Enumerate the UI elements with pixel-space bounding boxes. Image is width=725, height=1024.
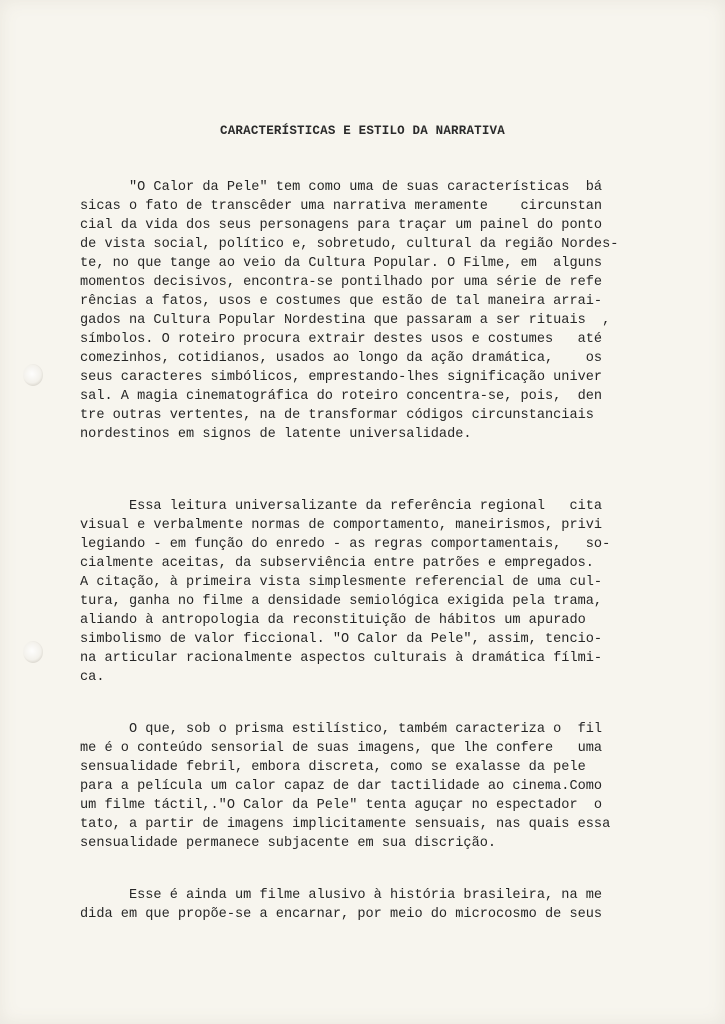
text-line: me é o conteúdo sensorial de suas imagens, que lhe confere uma (80, 741, 603, 756)
punch-hole-mark (23, 641, 43, 663)
text-line: dida em que propõe-se a encarnar, por meio do microcosmo de seus (80, 907, 603, 922)
text-line: cialmente aceitas, da subserviência entre patrões e empregados. (80, 556, 594, 571)
text-line: na articular racionalmente aspectos culturais à dramática fílmi- (80, 651, 603, 666)
text-line: um filme táctil,."O Calor da Pele" tenta aguçar no espectador o (80, 798, 603, 813)
text-line: momentos decisivos, encontra-se pontilhado por uma série de refe (80, 275, 603, 290)
text-line: simbolismo de valor ficcional. "O Calor da Pele", assim, tencio- (80, 632, 603, 647)
text-line: gados na Cultura Popular Nordestina que passaram a ser rituais , (80, 313, 611, 328)
text-line: sensualidade permanece subjacente em sua discrição. (80, 836, 497, 851)
text-line: legiando - em função do enredo - as regras comportamentais, so- (80, 537, 611, 552)
text-line: visual e verbalmente normas de comportamento, maneirismos, privi (80, 518, 603, 533)
text-line: símbolos. O roteiro procura extrair destes usos e costumes até (80, 332, 603, 347)
text-line: sal. A magia cinematográfica do roteiro concentra-se, pois, den (80, 389, 603, 404)
text-line: cial da vida dos seus personagens para traçar um painel do ponto (80, 218, 603, 233)
paragraph (80, 178, 660, 444)
text-line: rências a fatos, usos e costumes que estão de tal maneira arrai- (80, 294, 603, 309)
text-line: comezinhos, cotidianos, usados ao longo da ação dramática, os (80, 351, 603, 366)
text-line: ca. (80, 670, 105, 685)
paragraph (80, 497, 660, 687)
text-line: tura, ganha no filme a densidade semiológica exigida pela trama, (80, 594, 603, 609)
text-line: "O Calor da Pele" tem como uma de suas características bá (80, 180, 603, 195)
text-line: sicas o fato de transcêder uma narrativa meramente circunstan (80, 199, 603, 214)
text-line: aliando à antropologia da reconstituição de hábitos um apurado (80, 613, 586, 628)
text-line: sensualidade febril, embora discreta, como se exalasse da pele (80, 760, 586, 775)
punch-hole-mark (23, 364, 43, 386)
text-line: Esse é ainda um filme alusivo à história brasileira, na me (80, 888, 603, 903)
text-line: para a película um calor capaz de dar tactilidade ao cinema.Como (80, 779, 603, 794)
text-line: O que, sob o prisma estilístico, também caracteriza o fil (80, 722, 603, 737)
paragraph (80, 720, 660, 853)
text-line: te, no que tange ao veio da Cultura Popular. O Filme, em alguns (80, 256, 603, 271)
text-line: seus caracteres simbólicos, emprestando-lhes significação univer (80, 370, 603, 385)
text-line: tre outras vertentes, na de transformar códigos circunstanciais (80, 408, 594, 423)
document-title: CARACTERÍSTICAS E ESTILO DA NARRATIVA (220, 124, 505, 138)
text-line: A citação, à primeira vista simplesmente referencial de uma cul- (80, 575, 603, 590)
text-line: Essa leitura universalizante da referência regional cita (80, 499, 603, 514)
text-line: de vista social, político e, sobretudo, cultural da região Nordes- (80, 237, 619, 252)
text-line: nordestinos em signos de latente universalidade. (80, 427, 472, 442)
text-line: tato, a partir de imagens implicitamente sensuais, nas quais essa (80, 817, 611, 832)
paragraph (80, 886, 660, 924)
